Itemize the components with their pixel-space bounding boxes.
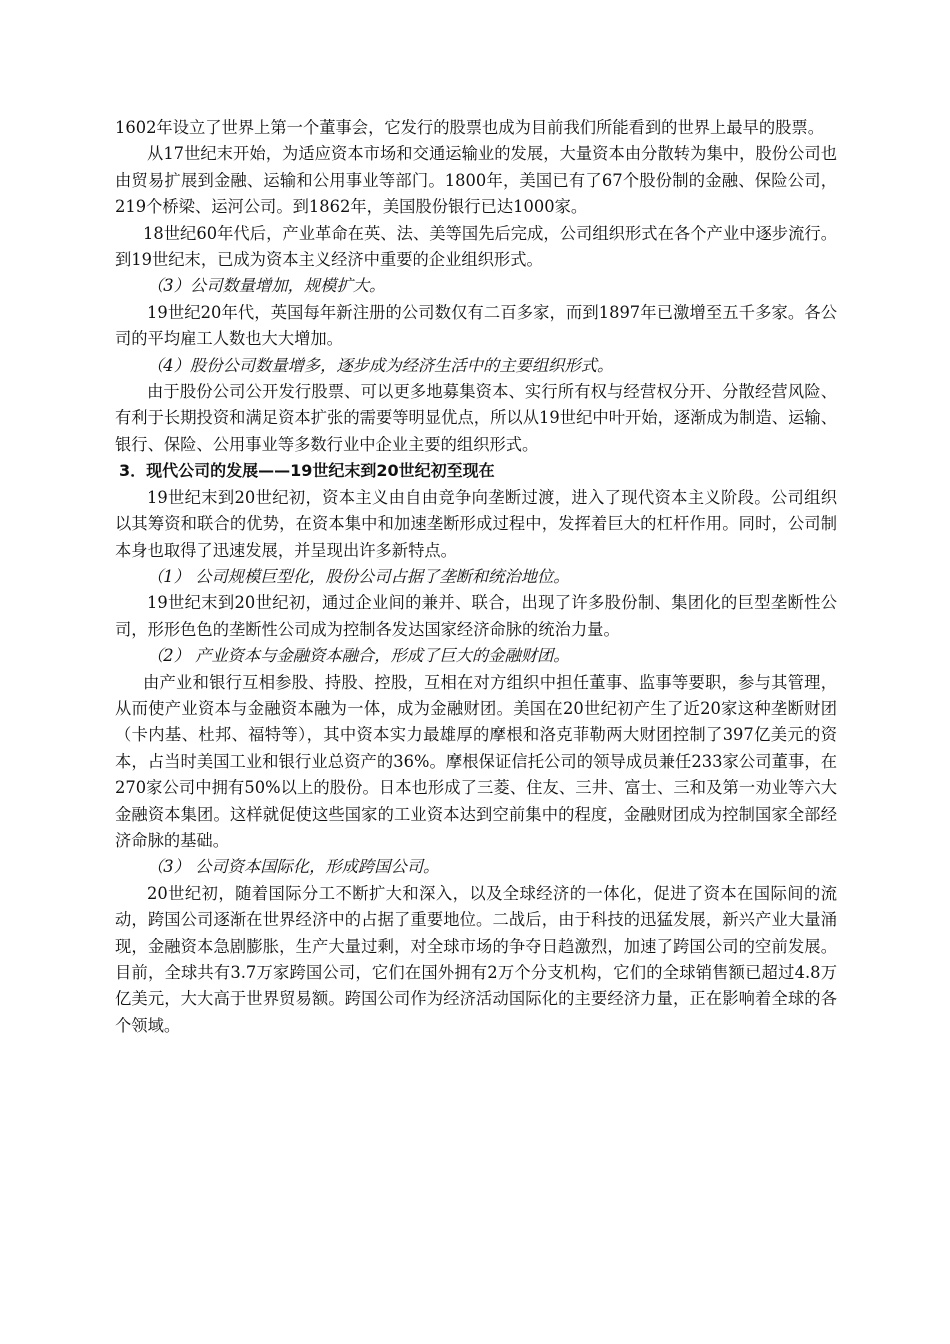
paragraph: 由产业和银行互相参股、持股、控股，互相在对方组织中担任董事、监事等要职，参与其管理，从而使产业资本与金融资本融为一体，成为金融财团。美国在20世纪初产生了近20家这种垄断财团（卡内基、杜邦、福特等），其中资本实力最雄厚的摩根和洛克菲勒两大财团控制了397亿美元的资本，占当时美国工业和银行业总资产的36%。摩根保证信托公司的领导成员兼任233家公司董事，在270家公司中拥有50%以上的股份。日本也形成了三菱、住友、三井、富士、三和及第一劝业等六大金融资本集团。这样就促使这些国家的工业资本达到空前集中的程度，金融财团成为控制国家全部经济命脉的基础。: [115, 672, 837, 850]
subheading-item: （2） 产业资本与金融资本融合，形成了巨大的金融财团。: [147, 646, 570, 666]
subheading-item: （3）公司数量增加，规模扩大。: [147, 276, 386, 296]
subheading-item: （3） 公司资本国际化，形成跨国公司。: [147, 857, 440, 877]
paragraph: 20世纪初，随着国际分工不断扩大和深入，以及全球经济的一体化，促进了资本在国际间的流动，跨国公司逐渐在世界经济中的占据了重要地位。二战后，由于科技的迅猛发展，新兴产业大量涌现，金融资本急剧膨胀，生产大量过剩，对全球市场的争夺日趋激烈，加速了跨国公司的空前发展。目前，全球共有3.7万家跨国公司，它们在国外拥有2万个分支机构，它们的全球销售额已超过4.8万亿美元，大大高于世界贸易额。跨国公司作为经济活动国际化的主要经济力量，正在影响着全球的各个领域。: [115, 883, 837, 1035]
paragraph: 18世纪60年代后，产业革命在英、法、美等国先后完成，公司组织形式在各个产业中逐步流行。到19世纪末，已成为资本主义经济中重要的企业组织形式。: [115, 223, 837, 270]
paragraph: 1602年设立了世界上第一个董事会，它发行的股票也成为目前我们所能看到的世界上最早的股票。: [115, 118, 824, 137]
subheading-item: （1） 公司规模巨型化，股份公司占据了垄断和统治地位。: [147, 566, 570, 586]
paragraph: 19世纪20年代，英国每年新注册的公司数仅有二百多家，而到1897年已激增至五千多家。各公司的平均雇工人数也大大增加。: [115, 302, 837, 349]
document-body: [115, 115, 837, 1039]
paragraph: 19世纪末到20世纪初，通过企业间的兼并、联合，出现了许多股份制、集团化的巨型垄断性公司，形形色色的垄断性公司成为控制各发达国家经济命脉的统治力量。: [115, 593, 837, 639]
paragraph: 由于股份公司公开发行股票、可以更多地募集资本、实行所有权与经营权分开、分散经营风险、有利于长期投资和满足资本扩张的需要等明显优点，所以从19世纪中叶开始，逐渐成为制造、运输、银行、保险、公用事业等多数行业中企业主要的组织形式。: [115, 382, 837, 454]
section-heading: 3．现代公司的发展——19世纪末到20世纪初至现在: [119, 461, 495, 481]
paragraph: 19世纪末到20世纪初，资本主义由自由竞争向垄断过渡，进入了现代资本主义阶段。公司组织以其筹资和联合的优势，在资本集中和加速垄断形成过程中，发挥着巨大的杠杆作用。同时，公司制本身也取得了迅速发展，并呈现出许多新特点。: [115, 487, 837, 560]
paragraph: 从17世纪末开始，为适应资本市场和交通运输业的发展，大量资本由分散转为集中，股份公司也由贸易扩展到金融、运输和公用事业等部门。1800年，美国已有了67个股份制的金融、保险公司，219个桥梁、运河公司。到1862年，美国股份银行已达1000家。: [115, 144, 837, 217]
subheading-item: （4）股份公司数量增多，逐步成为经济生活中的主要组织形式。: [147, 355, 614, 375]
